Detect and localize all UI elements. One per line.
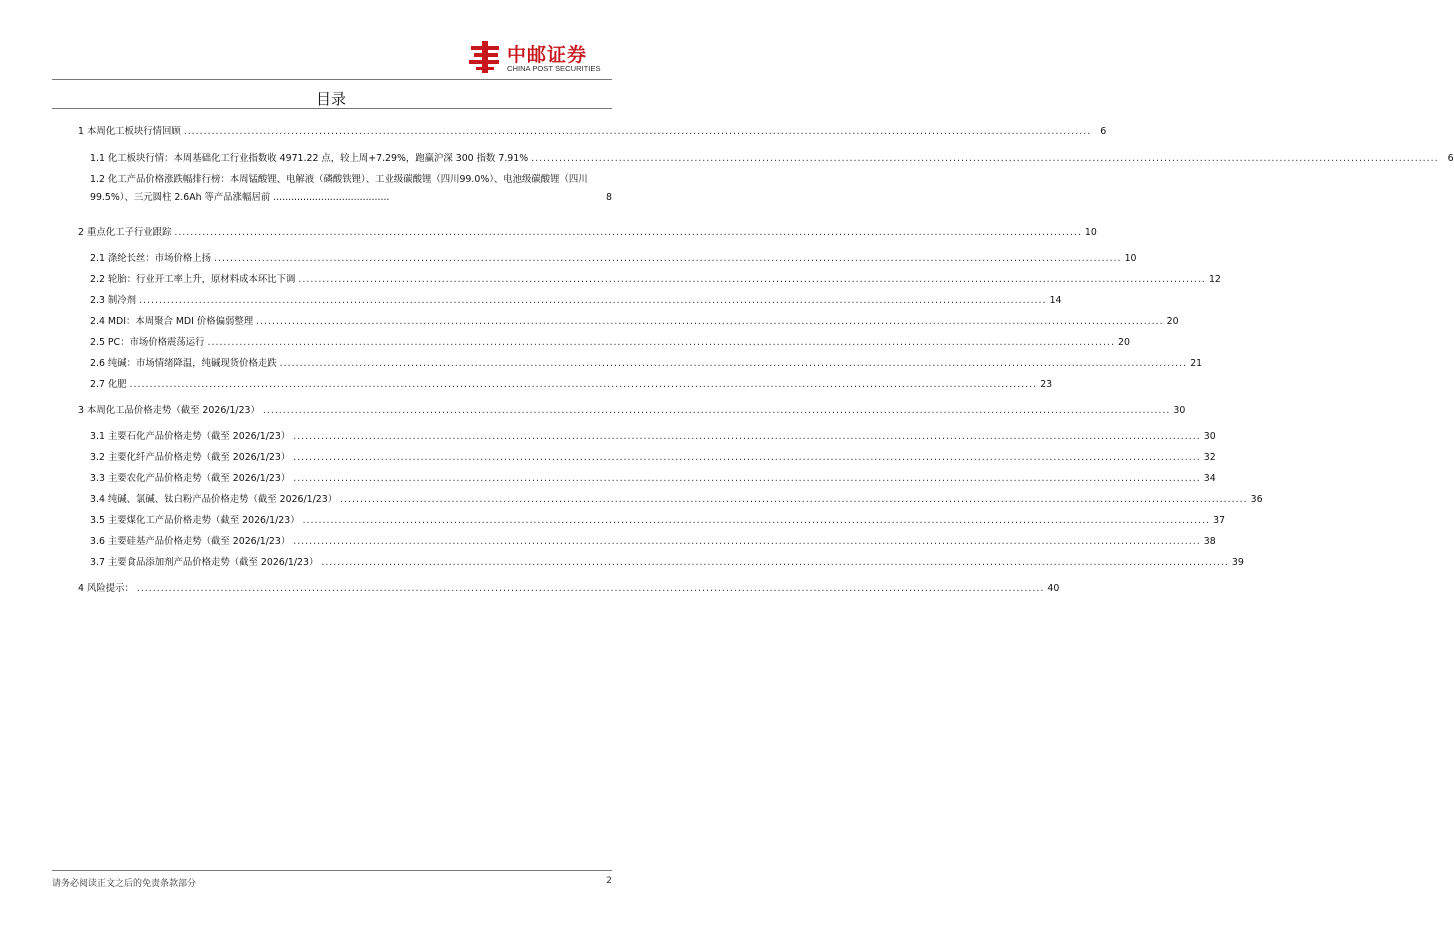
toc-title: 目录 (315, 90, 346, 108)
toc-page-number: 40 (1047, 583, 1060, 594)
toc-page-number: 10 (1124, 253, 1137, 264)
toc-entry-2-3[interactable] (52, 293, 1062, 308)
toc-entry-label: 4 风险提示： (78, 583, 134, 594)
logo-chinese-text: 中邮证券 (507, 44, 588, 66)
toc-page-number: 34 (1203, 473, 1216, 484)
company-logo (468, 40, 613, 74)
toc-page-number: 30 (1203, 431, 1216, 442)
toc-entry-label: 2.4 MDI：本周聚合 MDI 价格偏弱整理 (90, 316, 254, 327)
toc-leader-dots (130, 377, 1037, 392)
toc-entry-2-2[interactable] (52, 272, 1221, 287)
toc-entry-3-4[interactable] (52, 492, 1263, 507)
toc-entry-4[interactable] (52, 581, 1060, 596)
toc-leader-dots (531, 151, 1438, 166)
toc-leader-dots (207, 335, 1114, 350)
toc-entry-label: 3.3 主要农化产品价格走势（截至 2026/1/23） (90, 473, 291, 484)
toc-leader-dots (293, 450, 1200, 465)
footer-disclaimer: 请务必阅读正文之后的免责条款部分 (52, 879, 197, 889)
toc-entry-label: 1 本周化工板块行情回顾 (78, 126, 181, 137)
toc-leader-dots (293, 471, 1200, 486)
toc-page-number: 21 (1190, 358, 1203, 369)
toc-leader-dots (280, 356, 1187, 371)
toc-leader-dots (321, 555, 1228, 570)
toc-entry-1-2[interactable] (52, 171, 612, 207)
toc-page-number: 12 (1208, 274, 1221, 285)
toc-leader-dots (174, 225, 1081, 240)
toc-leader-dots (214, 251, 1121, 266)
toc-entry-1-1[interactable] (52, 151, 1454, 166)
toc-leader-dots (293, 534, 1200, 549)
toc-page-number: 14 (1049, 295, 1062, 306)
toc-entry-label: 3.5 主要煤化工产品价格走势（截至 2026/1/23） (90, 515, 300, 526)
toc-leader-dots (139, 293, 1046, 308)
toc-page-number: 8 (606, 192, 612, 203)
footer-page-number: 2 (606, 876, 612, 886)
toc-page-number: 32 (1203, 452, 1216, 463)
toc-entry-3-3[interactable] (52, 471, 1216, 486)
toc-entry-3-6[interactable] (52, 534, 1216, 549)
toc-entry-3-2[interactable] (52, 450, 1216, 465)
toc-page-number: 20 (1166, 316, 1179, 327)
toc-page-number: 36 (1250, 494, 1263, 505)
toc-entry-label: 2.6 纯碱：市场情绪降温，纯碱现货价格走跌 (90, 358, 277, 369)
toc-entry-3-1[interactable] (52, 429, 1216, 444)
toc-entry-label: 3.2 主要化纤产品价格走势（截至 2026/1/23） (90, 452, 291, 463)
toc-entry-3-7[interactable] (52, 555, 1244, 570)
toc-page-number: 20 (1118, 337, 1130, 348)
toc-entry-label: 3.4 纯碱、氯碱、钛白粉产品价格走势（截至 2026/1/23） (90, 494, 338, 505)
toc-entry-label: 3 本周化工品价格走势（截至 2026/1/23） (78, 405, 260, 416)
toc-leader-dots (303, 513, 1210, 528)
toc-entry-3-5[interactable] (52, 513, 1226, 528)
toc-entry-2-4[interactable] (52, 314, 1179, 329)
toc-page-number: 30 (1173, 405, 1186, 416)
toc-page-number: 23 (1040, 379, 1053, 390)
toc-entry-2-1[interactable] (52, 251, 1137, 266)
toc-title-divider (52, 108, 612, 109)
toc-entry-2-5[interactable] (52, 335, 1130, 350)
toc-leader-dots (340, 492, 1247, 507)
toc-page-number: 6 (1447, 153, 1454, 164)
toc-entry-3[interactable] (52, 403, 1186, 418)
toc-entry-label: 1.2 化工产品价格涨跌幅排行榜：本周锰酸锂、电解液（磷酸铁锂）、工业级碳酸锂（四川99.0%）、电池级碳酸锂（四川99.5%）、三元圆柱 2.6Ah 等产品涨幅居前 ....................................... (90, 174, 588, 203)
toc-page-number: 37 (1213, 515, 1226, 526)
toc-entry-2-7[interactable] (52, 377, 1053, 392)
logo-english-text: CHINA POST SECURITIES (507, 64, 601, 73)
toc-entry-label: 2.2 轮胎：行业开工率上升，原材料成本环比下调 (90, 274, 296, 285)
toc-page-number: 38 (1203, 536, 1216, 547)
toc-entry-label: 2.5 PC：市场价格震荡运行 (90, 337, 205, 348)
toc-leader-dots (256, 314, 1163, 329)
china-post-logo-icon (468, 40, 502, 74)
toc-leader-dots (184, 124, 1091, 139)
toc-leader-dots (263, 403, 1170, 418)
toc-page-number: 6 (1100, 126, 1107, 137)
toc-leader-dots (137, 581, 1044, 596)
toc-entry-label: 2.7 化肥 (90, 379, 127, 390)
header-divider (52, 79, 612, 80)
toc-page-number: 39 (1231, 557, 1244, 568)
toc-entry-label: 2 重点化工子行业跟踪 (78, 227, 172, 238)
toc-leader-dots (293, 429, 1200, 444)
toc-leader-dots (298, 272, 1205, 287)
toc-entry-label: 1.1 化工板块行情：本周基础化工行业指数收 4971.22 点，较上周+7.29%，跑赢沪深 300 指数 7.91% (90, 153, 529, 164)
toc-entry-label: 2.1 涤纶长丝：市场价格上扬 (90, 253, 212, 264)
toc-entry-label: 3.1 主要石化产品价格走势（截至 2026/1/23） (90, 431, 291, 442)
footer-divider (52, 870, 612, 871)
toc-entry-2-6[interactable] (52, 356, 1203, 371)
toc-entry-1[interactable] (52, 124, 1107, 139)
toc-entry-label: 3.6 主要硅基产品价格走势（截至 2026/1/23） (90, 536, 291, 547)
toc-entry-label: 3.7 主要食品添加剂产品价格走势（截至 2026/1/23） (90, 557, 319, 568)
toc-page-number: 10 (1084, 227, 1097, 238)
toc-entry-label: 2.3 制冷剂 (90, 295, 137, 306)
toc-entry-2[interactable] (52, 225, 1097, 240)
